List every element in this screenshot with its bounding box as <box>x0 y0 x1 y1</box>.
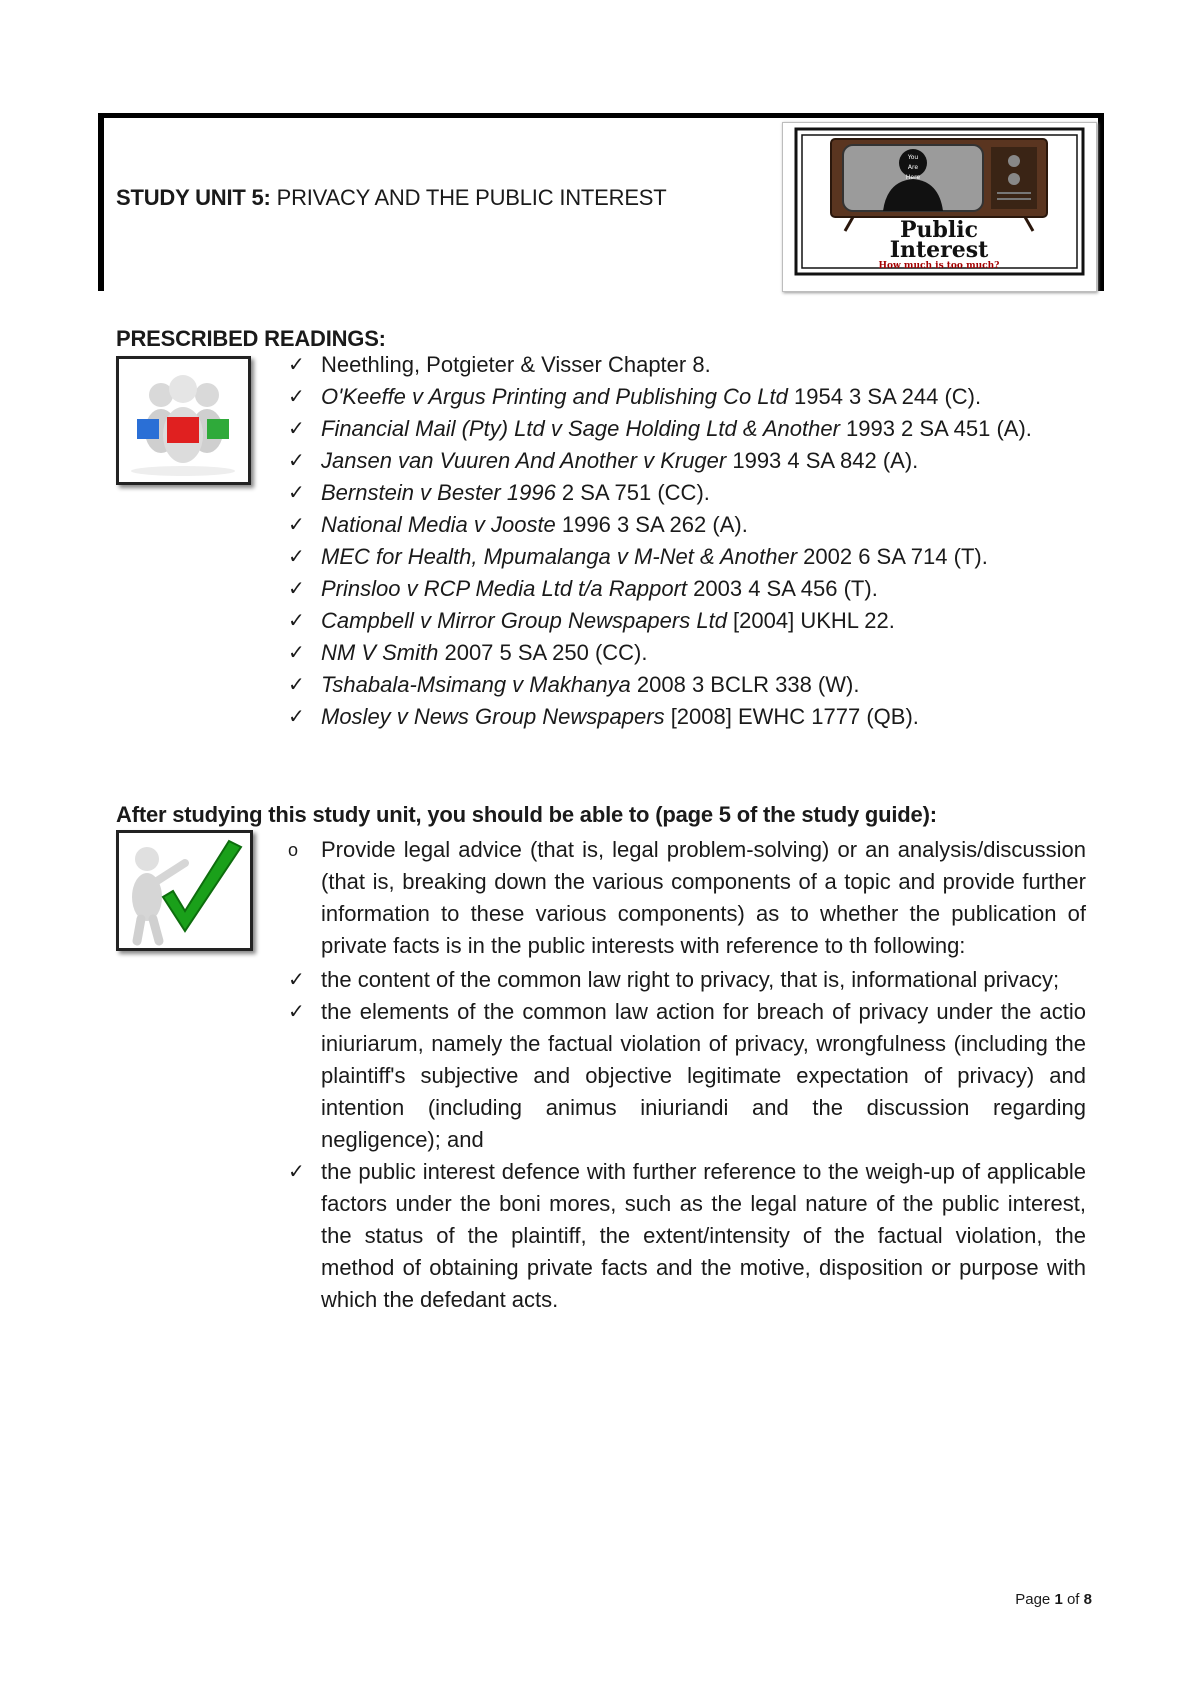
check-icon: ✓ <box>288 610 305 632</box>
check-icon: ✓ <box>288 450 305 472</box>
study-unit-title <box>116 185 667 211</box>
reading-item: ✓ Jansen van Vuuren And Another v Kruger 1993 4 SA 842 (A). <box>288 445 1101 477</box>
readers-illustration <box>119 359 248 482</box>
outcomes-list <box>288 834 1086 1316</box>
reading-item: ✓ Neethling, Potgieter & Visser Chapter 8. <box>288 349 1101 381</box>
check-icon: ✓ <box>288 674 305 696</box>
study-unit-name: PRIVACY AND THE PUBLIC INTEREST <box>276 185 667 210</box>
bullet-o-icon: o <box>288 840 299 860</box>
check-icon: ✓ <box>288 482 305 504</box>
tv-title-line1: Public <box>899 217 979 243</box>
readings-heading: PRESCRIBED READINGS: <box>116 326 386 351</box>
reading-item: ✓ National Media v Jooste 1996 3 SA 262 (A). <box>288 509 1101 541</box>
reading-item: ✓ Bernstein v Bester 1996 2 SA 751 (CC). <box>288 477 1101 509</box>
tv-illustration <box>783 123 1096 291</box>
outcome-item: ✓ the content of the common law right to privacy, that is, informational privacy; <box>288 964 1086 996</box>
tv-tagline: How much is too much? <box>878 261 1000 271</box>
checkmark-figure-illustration <box>119 833 250 948</box>
check-icon: ✓ <box>288 546 305 568</box>
check-icon: ✓ <box>288 1001 305 1023</box>
reading-item: ✓ Mosley v News Group Newspapers [2008] EWHC 1777 (QB). <box>288 701 1101 733</box>
public-interest-image <box>782 122 1097 292</box>
reading-item: ✓ Financial Mail (Pty) Ltd v Sage Holding Ltd & Another 1993 2 SA 451 (A). <box>288 413 1101 445</box>
check-icon: ✓ <box>288 418 305 440</box>
outcome-item: ✓ the public interest defence with further reference to the weigh-up of applicable factors under the boni mores, such as the legal nature of the public interest, the status of the plaintiff, the extent/intensity of the factual violation, the method of obtaining private facts and the motive, disposition or purpose with which the defedant acts. <box>288 1156 1086 1316</box>
study-unit-label: STUDY UNIT 5: <box>116 185 271 210</box>
reading-item: ✓ MEC for Health, Mpumalanga v M-Net & Another 2002 6 SA 714 (T). <box>288 541 1101 573</box>
readers-image <box>116 356 251 485</box>
reading-item: ✓ O'Keeffe v Argus Printing and Publishing Co Ltd 1954 3 SA 244 (C). <box>288 381 1101 413</box>
tv-word-3: Here <box>905 174 921 181</box>
check-icon: ✓ <box>288 969 305 991</box>
reading-item: ✓ Campbell v Mirror Group Newspapers Ltd [2004] UKHL 22. <box>288 605 1101 637</box>
reading-item: ✓ NM V Smith 2007 5 SA 250 (CC). <box>288 637 1101 669</box>
check-icon: ✓ <box>288 1161 305 1183</box>
check-icon: ✓ <box>288 578 305 600</box>
tv-word-1: You <box>907 154 919 161</box>
reading-item: ✓ Prinsloo v RCP Media Ltd t/a Rapport 2003 4 SA 456 (T). <box>288 573 1101 605</box>
readings-list <box>288 349 1101 733</box>
check-icon: ✓ <box>288 514 305 536</box>
outcomes-heading: After studying this study unit, you should be able to (page 5 of the study guide): <box>116 802 937 827</box>
outcome-intro: o Provide legal advice (that is, legal problem-solving) or an analysis/discussion (that is, breaking down the various components of a topic and provide further information to these various components) as to whether the publication of private facts is in the public interests with reference to th following: <box>288 834 1086 962</box>
check-icon: ✓ <box>288 642 305 664</box>
check-icon: ✓ <box>288 706 305 728</box>
check-icon: ✓ <box>288 354 305 376</box>
page-number: Page 1 of 8 <box>1015 1591 1092 1608</box>
tv-title-line2: Interest <box>889 237 989 263</box>
reading-item: ✓ Tshabala-Msimang v Makhanya 2008 3 BCLR 338 (W). <box>288 669 1101 701</box>
outcome-item: ✓ the elements of the common law action for breach of privacy under the actio iniuriarum, namely the factual violation of privacy, wrongfulness (including the plaintiff's subjective and objective legitimate expectation of privacy) and intention (including animus iniuriandi and the discussion regarding negligence); and <box>288 996 1086 1156</box>
check-icon: ✓ <box>288 386 305 408</box>
tv-word-2: Are <box>907 164 919 171</box>
checkmark-figure-image <box>116 830 253 951</box>
